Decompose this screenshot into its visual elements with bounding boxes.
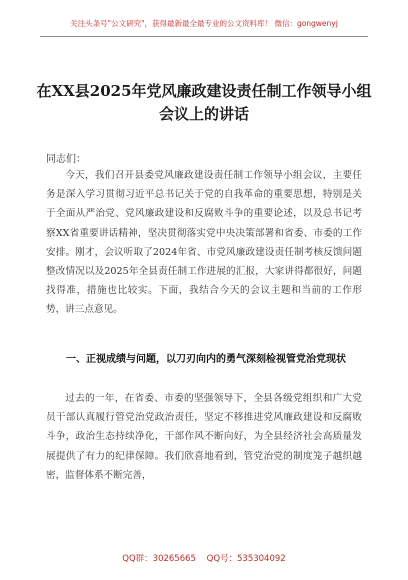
salutation: 同志们： — [46, 154, 86, 165]
document-title — [30, 80, 378, 126]
header-divider — [40, 36, 368, 37]
header-banner: 关注头条号"公文研究"，获得最新最全最专业的公文资料库！ 微信：gongwenyj — [70, 19, 338, 28]
footer-contacts — [0, 552, 408, 564]
title-line-2: 会议上的讲话 — [158, 105, 249, 123]
title-line-1: 在XX县2025年党风廉政建设责任制工作领导小组 — [36, 82, 372, 100]
footer-qq-number: QQ号：535304092 — [206, 554, 286, 564]
body-paragraph-1: 今天，我们召开县委党风廉政建设责任制工作领导小组会议，主要任务是深入学习贯彻习近平总书记关于党的自我革命的重要思想，特别是关于全面从严治党、党风廉政建设和反腐败斗争的重要论述，以及总书记考察XX省重要讲话精神，坚决贯彻落实党中央决策部署和省委、市委的工作安排。刚才，会议听取了2024年省、市党风廉政建设责任制考核反馈问题整改情况以及2025年全县责任制工作进展的汇报，大家讲得都很好，问题找得准，措施也比较实。下面，我结合今天的会议主题和当前的工作形势，讲三点意见。 — [46, 170, 362, 316]
section-heading-1: 一、正视成绩与问题，以刀刃向内的勇气深刻检视管党治党现状 — [66, 354, 346, 365]
footer-qq-group: QQ群：30265665 — [122, 554, 196, 564]
body-paragraph-2: 过去的一年，在省委、市委的坚强领导下，全县各级党组织和广大党员干部认真履行管党治党政治责任，坚定不移推进党风廉政建设和反腐败斗争，政治生态持续净化，干部作风不断向好，为全县经济社会高质量发展提供了有力的纪律保障。我们欣喜地看到，管党治党的制度笼子越织越密，监督体系不断完善， — [46, 393, 362, 481]
